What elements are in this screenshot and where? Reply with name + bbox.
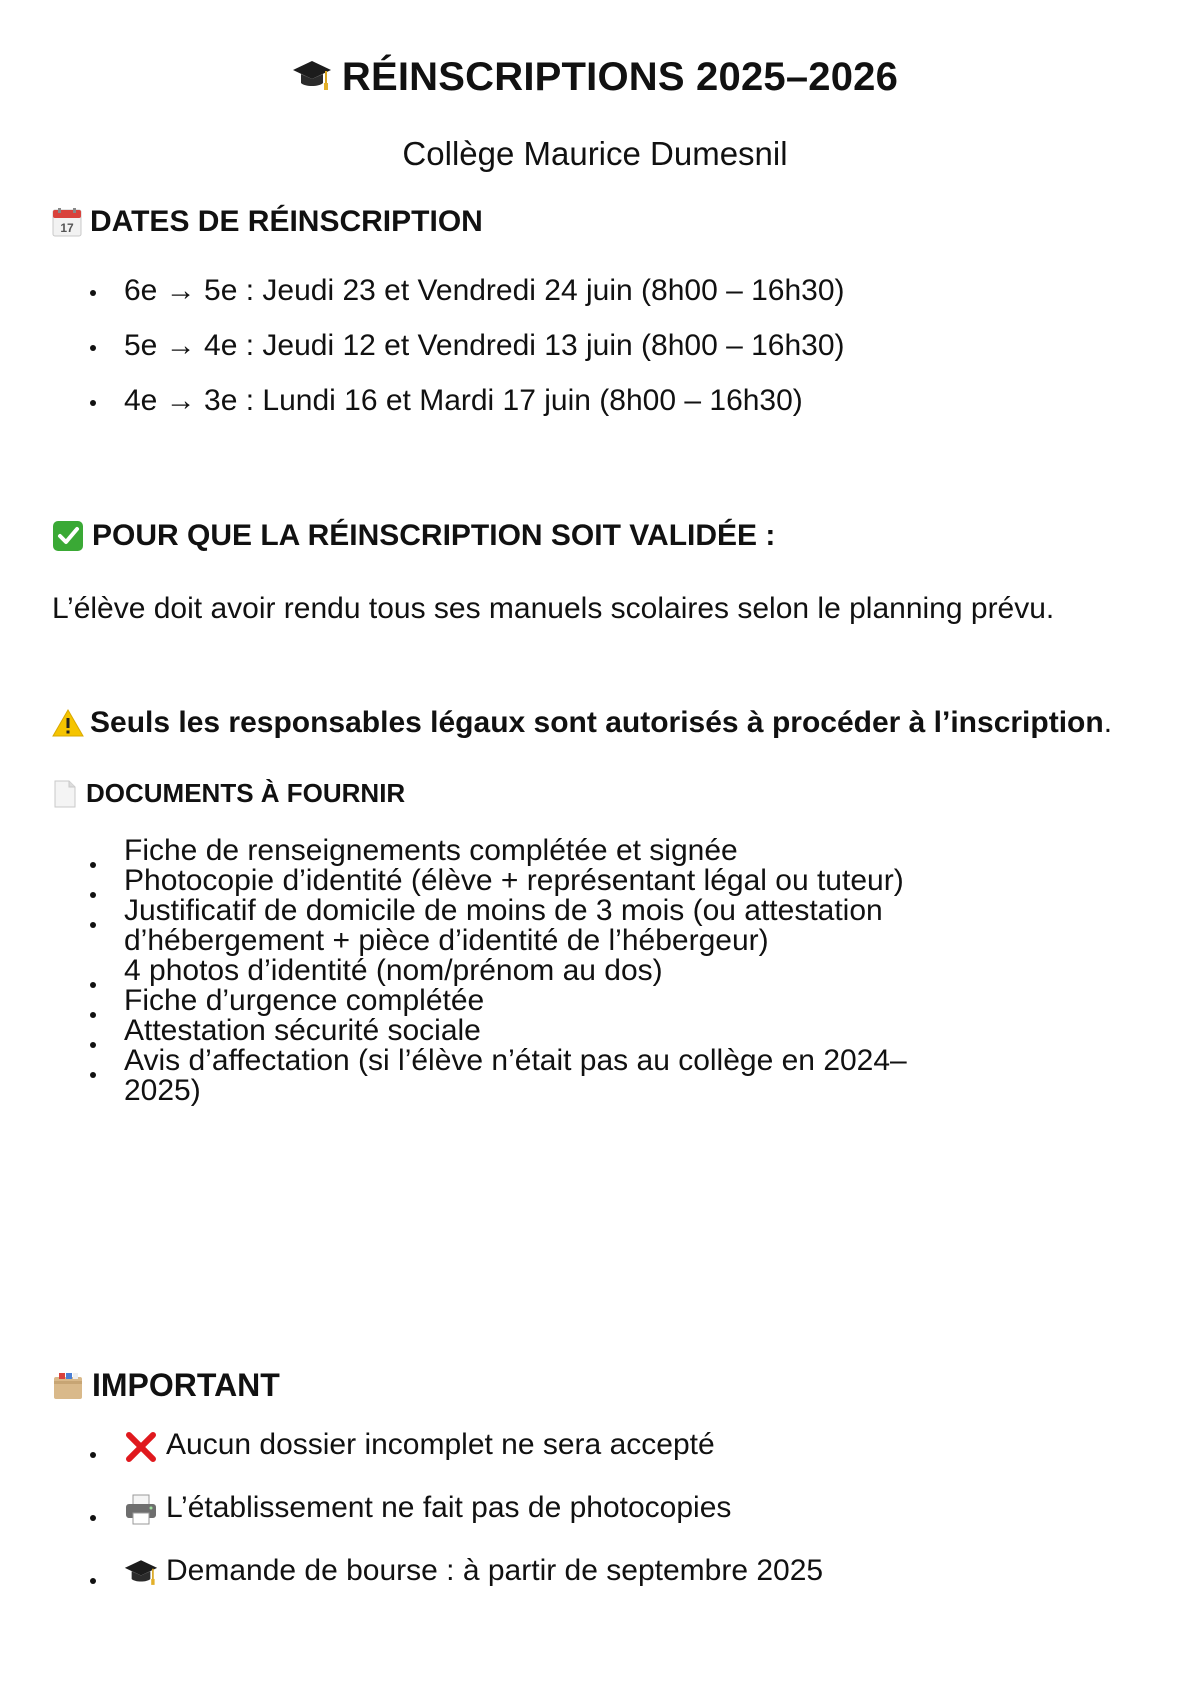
- subtitle: Collège Maurice Dumesnil: [402, 135, 788, 172]
- dates-list: [52, 276, 845, 441]
- dates-heading: [52, 205, 483, 239]
- list-item: Avis d’affectation (si l’élève n’était pas au collège en 2024–2025): [52, 1046, 932, 1106]
- dates-heading-text: DATES DE RÉINSCRIPTION: [90, 205, 483, 238]
- important-item-text: Aucun dossier incomplet ne sera accepté: [166, 1428, 715, 1461]
- list-item: 6e → 5e : Jeudi 23 et Vendredi 24 juin (8h00 – 16h30): [52, 276, 845, 331]
- list-item: Fiche d’urgence complétée: [52, 986, 932, 1016]
- graduation-cap-icon: [292, 56, 332, 96]
- list-item: [52, 1556, 823, 1619]
- cross-mark-icon: [124, 1430, 158, 1464]
- title-text: RÉINSCRIPTIONS 2025–2026: [341, 55, 899, 99]
- calendar-icon: [52, 207, 82, 237]
- validation-heading-text: POUR QUE LA RÉINSCRIPTION SOIT VALIDÉE :: [92, 519, 776, 552]
- important-item-text: L’établissement ne fait pas de photocopies: [166, 1491, 732, 1524]
- list-item: 4e → 3e : Lundi 16 et Mardi 17 juin (8h00 – 16h30): [52, 386, 845, 441]
- warning-icon: [52, 708, 84, 738]
- page-title: [0, 55, 1190, 100]
- validation-heading: [52, 519, 775, 553]
- list-item: 5e → 4e : Jeudi 12 et Vendredi 13 juin (8h00 – 16h30): [52, 331, 845, 386]
- warning-text: Seuls les responsables légaux sont autorisés à procéder à l’inscription: [90, 706, 1104, 739]
- list-item: 4 photos d’identité (nom/prénom au dos): [52, 956, 932, 986]
- file-box-icon: [52, 1371, 84, 1401]
- important-heading: [52, 1367, 280, 1404]
- list-item: Photocopie d’identité (élève + représentant légal ou tuteur): [52, 866, 932, 896]
- documents-heading: [52, 778, 405, 809]
- important-list: [52, 1430, 823, 1619]
- documents-list: [52, 836, 932, 1106]
- warning-period: .: [1103, 706, 1113, 739]
- list-item: Attestation sécurité sociale: [52, 1016, 932, 1046]
- document-icon: [52, 780, 78, 808]
- warning-line: [52, 706, 1112, 740]
- documents-heading-text: DOCUMENTS À FOURNIR: [86, 778, 406, 808]
- important-heading-text: IMPORTANT: [92, 1367, 280, 1403]
- list-item: Justificatif de domicile de moins de 3 mois (ou attestation d’hébergement + pièce d’identité de l’hébergeur): [52, 896, 932, 956]
- list-item: Fiche de renseignements complétée et signée: [52, 836, 932, 866]
- graduation-cap-icon: [124, 1556, 158, 1590]
- validation-text: L’élève doit avoir rendu tous ses manuels scolaires selon le planning prévu.: [52, 592, 1055, 625]
- printer-icon: [124, 1493, 158, 1527]
- check-mark-icon: [52, 520, 84, 552]
- list-item: [52, 1430, 823, 1493]
- svg-text:17: 17: [60, 221, 74, 235]
- list-item: [52, 1493, 823, 1556]
- important-item-text: Demande de bourse : à partir de septembre 2025: [166, 1554, 824, 1587]
